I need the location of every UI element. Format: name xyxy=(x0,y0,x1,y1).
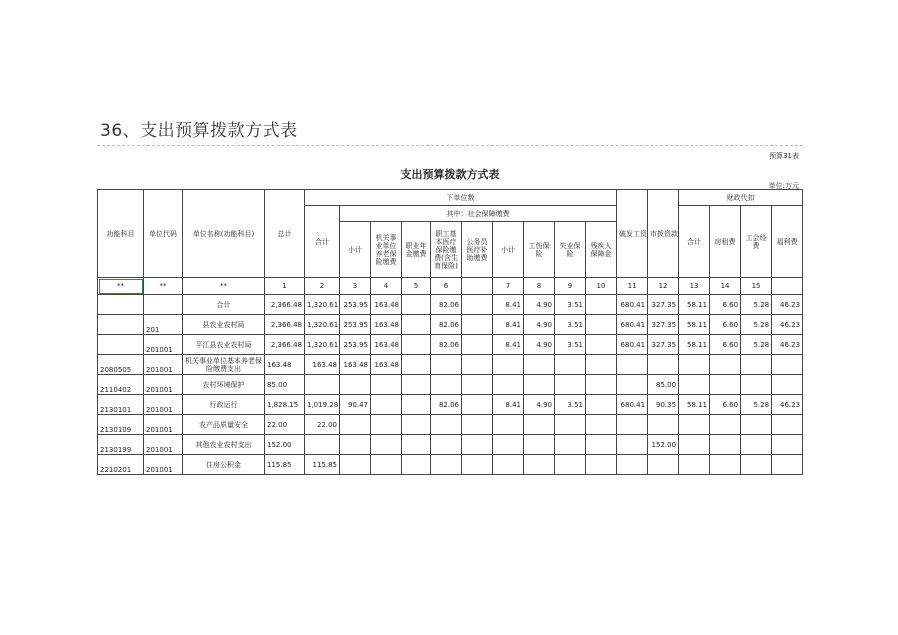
value-cell[interactable] xyxy=(524,415,555,435)
value-cell[interactable] xyxy=(772,455,803,475)
value-cell[interactable]: 3.51 xyxy=(555,335,586,355)
header-c12: 合计 xyxy=(679,206,710,278)
func-code-cell[interactable]: 2080505 xyxy=(98,355,144,375)
column-number-cell: 11 xyxy=(617,278,648,295)
value-cell[interactable]: 58.11 xyxy=(679,335,710,355)
value-cell[interactable]: 6.60 xyxy=(710,335,741,355)
value-cell[interactable] xyxy=(586,375,617,395)
value-cell[interactable]: 82.06 xyxy=(431,395,462,415)
value-cell[interactable] xyxy=(741,435,772,455)
header-c9: 残疾人保障金 xyxy=(586,222,617,278)
unit-name-cell[interactable]: 农村环境保护 xyxy=(183,375,265,395)
func-code-cell[interactable]: 2210201 xyxy=(98,455,144,475)
value-cell[interactable]: 82.06 xyxy=(431,315,462,335)
value-cell[interactable]: 8.41 xyxy=(493,295,524,315)
value-cell[interactable] xyxy=(402,455,431,475)
value-cell[interactable] xyxy=(555,415,586,435)
header-c3: 机关事业单位养老保险缴费 xyxy=(371,222,402,278)
value-cell[interactable]: 8.41 xyxy=(493,335,524,355)
value-cell[interactable]: 163.48 xyxy=(305,355,340,375)
value-cell[interactable]: 46.23 xyxy=(772,315,803,335)
page-heading: 36、支出预算拨款方式表 xyxy=(100,121,298,141)
value-cell[interactable]: 22.00 xyxy=(305,415,340,435)
value-cell[interactable]: 253.95 xyxy=(340,295,371,315)
unit-name-cell[interactable]: 农产品质量安全 xyxy=(183,415,265,435)
func-code-cell[interactable]: 2130109 xyxy=(98,415,144,435)
value-cell[interactable]: 5.28 xyxy=(741,315,772,335)
column-number-cell: ** xyxy=(144,278,183,295)
sheet-number: 预算31表 xyxy=(769,152,799,160)
header-c13: 房租费 xyxy=(710,206,741,278)
value-cell[interactable]: 1,320.61 xyxy=(305,315,340,335)
value-cell[interactable]: 90.47 xyxy=(340,395,371,415)
value-cell[interactable] xyxy=(617,455,648,475)
column-number-cell: 9 xyxy=(555,278,586,295)
value-cell[interactable]: 115.85 xyxy=(305,455,340,475)
header-of-which: 其中：社会保障缴费 xyxy=(340,206,617,222)
value-cell[interactable]: 253.95 xyxy=(340,335,371,355)
column-number-cell: ** xyxy=(183,278,265,295)
sheet-title: 支出预算拨款方式表 xyxy=(400,168,500,181)
value-cell[interactable] xyxy=(462,335,493,355)
value-cell[interactable]: 8.41 xyxy=(493,395,524,415)
header-c11: 市拨资款 xyxy=(648,190,679,278)
table-row xyxy=(98,375,803,395)
unit-name-cell[interactable]: 机关事业单位基本养老保险缴费支出 xyxy=(183,355,265,375)
value-cell[interactable] xyxy=(462,375,493,395)
value-cell[interactable] xyxy=(648,355,679,375)
header-c6: 小计 xyxy=(493,222,524,278)
header-c15: 福利费 xyxy=(772,206,803,278)
value-cell[interactable] xyxy=(586,315,617,335)
value-cell[interactable]: 163.48 xyxy=(371,335,402,355)
value-cell[interactable] xyxy=(493,455,524,475)
column-number-row xyxy=(98,278,803,295)
value-cell[interactable] xyxy=(371,455,402,475)
value-cell[interactable]: 2,366.48 xyxy=(265,295,305,315)
column-number-cell: 12 xyxy=(648,278,679,295)
value-cell[interactable] xyxy=(493,415,524,435)
header-c5b: 公务员医疗补助缴费 xyxy=(462,222,493,278)
unit-code-cell[interactable]: 201001 xyxy=(144,395,183,415)
header-func: 功能科目 xyxy=(98,190,144,278)
unit-code-cell[interactable]: 201001 xyxy=(144,355,183,375)
column-number-cell: 13 xyxy=(679,278,710,295)
value-cell[interactable]: 5.28 xyxy=(741,335,772,355)
value-cell[interactable] xyxy=(493,375,524,395)
value-cell[interactable] xyxy=(586,415,617,435)
value-cell[interactable] xyxy=(679,415,710,435)
value-cell[interactable] xyxy=(340,455,371,475)
unit-name-cell[interactable]: 县农业农村局 xyxy=(183,315,265,335)
unit-code-cell[interactable]: 201001 xyxy=(144,455,183,475)
header-fin: 财政代扣 xyxy=(679,190,803,206)
value-cell[interactable]: 680.41 xyxy=(617,315,648,335)
value-cell[interactable]: 1,019.28 xyxy=(305,395,340,415)
column-number-cell xyxy=(462,278,493,295)
column-number-cell: 15 xyxy=(741,278,772,295)
func-code-cell[interactable]: 2130101 xyxy=(98,395,144,415)
value-cell[interactable]: 163.48 xyxy=(371,315,402,335)
value-cell[interactable]: 1,828.15 xyxy=(265,395,305,415)
value-cell[interactable] xyxy=(710,455,741,475)
value-cell[interactable]: 163.48 xyxy=(371,355,402,375)
value-cell[interactable]: 6.60 xyxy=(710,395,741,415)
value-cell[interactable] xyxy=(555,435,586,455)
value-cell[interactable] xyxy=(402,435,431,455)
table-row xyxy=(98,455,803,475)
func-code-cell[interactable] xyxy=(98,295,144,315)
value-cell[interactable]: 8.41 xyxy=(493,315,524,335)
value-cell[interactable]: 82.06 xyxy=(431,335,462,355)
column-number-cell: 1 xyxy=(265,278,305,295)
value-cell[interactable] xyxy=(586,355,617,375)
value-cell[interactable]: 58.11 xyxy=(679,315,710,335)
value-cell[interactable] xyxy=(679,435,710,455)
value-cell[interactable]: 152.00 xyxy=(648,435,679,455)
value-cell[interactable]: 58.11 xyxy=(679,295,710,315)
value-cell[interactable] xyxy=(431,355,462,375)
value-cell[interactable] xyxy=(710,375,741,395)
value-cell[interactable] xyxy=(772,375,803,395)
value-cell[interactable]: 6.60 xyxy=(710,295,741,315)
column-number-cell: 8 xyxy=(524,278,555,295)
value-cell[interactable]: 1,320.61 xyxy=(305,335,340,355)
value-cell[interactable] xyxy=(586,295,617,315)
value-cell[interactable]: 5.28 xyxy=(741,295,772,315)
value-cell[interactable] xyxy=(617,415,648,435)
value-cell[interactable] xyxy=(648,455,679,475)
value-cell[interactable] xyxy=(371,435,402,455)
value-cell[interactable] xyxy=(371,395,402,415)
unit-name-cell[interactable]: 平江县农业农村局 xyxy=(183,335,265,355)
column-number-cell: 14 xyxy=(710,278,741,295)
value-cell[interactable]: 46.23 xyxy=(772,395,803,415)
value-cell[interactable]: 3.51 xyxy=(555,315,586,335)
value-cell[interactable] xyxy=(710,415,741,435)
header-total: 总计 xyxy=(265,190,305,278)
value-cell[interactable] xyxy=(402,315,431,335)
column-number-cell: 6 xyxy=(431,278,462,295)
value-cell[interactable]: 680.41 xyxy=(617,295,648,315)
column-number-cell: 2 xyxy=(305,278,340,295)
value-cell[interactable]: 2,366.48 xyxy=(265,335,305,355)
header-unit-name: 单位名称(功能科目) xyxy=(183,190,265,278)
table-row xyxy=(98,335,803,355)
unit-code-cell[interactable]: 201 xyxy=(144,315,183,335)
value-cell[interactable]: 680.41 xyxy=(617,395,648,415)
unit-code-cell[interactable] xyxy=(144,295,183,315)
value-cell[interactable]: 163.48 xyxy=(265,355,305,375)
value-cell[interactable]: 680.41 xyxy=(617,335,648,355)
column-number-cell: 3 xyxy=(340,278,371,295)
value-cell[interactable] xyxy=(462,415,493,435)
value-cell[interactable] xyxy=(431,375,462,395)
value-cell[interactable] xyxy=(371,375,402,395)
value-cell[interactable]: 22.00 xyxy=(265,415,305,435)
value-cell[interactable]: 327.35 xyxy=(648,315,679,335)
table-row xyxy=(98,355,803,375)
value-cell[interactable] xyxy=(772,415,803,435)
header-c5: 职工基本医疗保险缴费(含生育保险) xyxy=(431,222,462,278)
value-cell[interactable] xyxy=(679,455,710,475)
value-cell[interactable] xyxy=(741,455,772,475)
value-cell[interactable]: 58.11 xyxy=(679,395,710,415)
value-cell[interactable] xyxy=(710,355,741,375)
unit-code-cell[interactable]: 201001 xyxy=(144,375,183,395)
value-cell[interactable] xyxy=(462,395,493,415)
value-cell[interactable] xyxy=(586,395,617,415)
table-body xyxy=(98,295,803,475)
value-cell[interactable] xyxy=(371,415,402,435)
header-c7: 工伤保险 xyxy=(524,222,555,278)
unit-name-cell[interactable]: 其他农业农村支出 xyxy=(183,435,265,455)
value-cell[interactable] xyxy=(524,355,555,375)
value-cell[interactable]: 6.60 xyxy=(710,315,741,335)
value-cell[interactable]: 4.90 xyxy=(524,315,555,335)
value-cell[interactable] xyxy=(431,455,462,475)
value-cell[interactable] xyxy=(305,435,340,455)
column-number-cell: 5 xyxy=(402,278,431,295)
value-cell[interactable] xyxy=(462,455,493,475)
value-cell[interactable] xyxy=(462,315,493,335)
value-cell[interactable] xyxy=(741,375,772,395)
header-lower: 下单位数 xyxy=(305,190,617,206)
value-cell[interactable] xyxy=(524,375,555,395)
table-row xyxy=(98,435,803,455)
header-small: 小计 xyxy=(340,222,371,278)
value-cell[interactable] xyxy=(462,355,493,375)
value-cell[interactable] xyxy=(679,355,710,375)
value-cell[interactable]: 4.90 xyxy=(524,295,555,315)
table-row xyxy=(98,295,803,315)
value-cell[interactable] xyxy=(402,355,431,375)
value-cell[interactable]: 163.48 xyxy=(371,295,402,315)
value-cell[interactable] xyxy=(524,435,555,455)
value-cell[interactable]: 85.00 xyxy=(265,375,305,395)
value-cell[interactable]: 82.06 xyxy=(431,295,462,315)
unit-name-cell[interactable]: 住房公积金 xyxy=(183,455,265,475)
value-cell[interactable] xyxy=(555,355,586,375)
value-cell[interactable] xyxy=(431,435,462,455)
value-cell[interactable] xyxy=(679,375,710,395)
unit-code-cell[interactable]: 201001 xyxy=(144,335,183,355)
func-code-cell[interactable] xyxy=(98,335,144,355)
value-cell[interactable] xyxy=(772,355,803,375)
budget-table xyxy=(97,189,803,475)
unit-code-cell[interactable]: 201001 xyxy=(144,415,183,435)
value-cell[interactable]: 90.35 xyxy=(648,395,679,415)
value-cell[interactable] xyxy=(493,435,524,455)
value-cell[interactable]: 163.48 xyxy=(340,355,371,375)
header-subtotal: 合计 xyxy=(305,206,340,278)
value-cell[interactable] xyxy=(340,415,371,435)
value-cell[interactable] xyxy=(617,355,648,375)
value-cell[interactable]: 115.85 xyxy=(265,455,305,475)
value-cell[interactable]: 85.00 xyxy=(648,375,679,395)
unit-code-cell[interactable]: 201001 xyxy=(144,435,183,455)
header-c8: 失业保险 xyxy=(555,222,586,278)
value-cell[interactable]: 3.51 xyxy=(555,395,586,415)
value-cell[interactable]: 5.28 xyxy=(741,395,772,415)
value-cell[interactable] xyxy=(402,335,431,355)
value-cell[interactable]: 4.90 xyxy=(524,335,555,355)
value-cell[interactable]: 152.00 xyxy=(265,435,305,455)
column-number-cell: 4 xyxy=(371,278,402,295)
value-cell[interactable] xyxy=(586,335,617,355)
value-cell[interactable] xyxy=(555,455,586,475)
value-cell[interactable] xyxy=(305,375,340,395)
value-cell[interactable] xyxy=(462,295,493,315)
value-cell[interactable] xyxy=(402,415,431,435)
column-number-cell: 10 xyxy=(586,278,617,295)
unit-label: 单位:万元 xyxy=(768,182,799,190)
value-cell[interactable] xyxy=(586,435,617,455)
table-row xyxy=(98,395,803,415)
column-number-cell[interactable]: ** xyxy=(98,278,144,295)
value-cell[interactable]: 253.95 xyxy=(340,315,371,335)
unit-name-cell[interactable]: 合计 xyxy=(183,295,265,315)
budget-sheet xyxy=(97,146,803,492)
func-code-cell[interactable]: 2110402 xyxy=(98,375,144,395)
value-cell[interactable]: 1,320.61 xyxy=(305,295,340,315)
func-code-cell[interactable]: 2130199 xyxy=(98,435,144,455)
value-cell[interactable] xyxy=(586,455,617,475)
value-cell[interactable] xyxy=(493,355,524,375)
value-cell[interactable]: 46.23 xyxy=(772,335,803,355)
value-cell[interactable] xyxy=(340,375,371,395)
table-row xyxy=(98,415,803,435)
value-cell[interactable]: 2,366.48 xyxy=(265,315,305,335)
column-number-cell xyxy=(772,278,803,295)
value-cell[interactable]: 3.51 xyxy=(555,295,586,315)
value-cell[interactable] xyxy=(710,435,741,455)
value-cell[interactable] xyxy=(555,375,586,395)
func-code-cell[interactable] xyxy=(98,315,144,335)
table-row xyxy=(98,315,803,335)
value-cell[interactable] xyxy=(462,435,493,455)
header-unit-code: 单位代码 xyxy=(144,190,183,278)
header-c4: 职业年金缴费 xyxy=(402,222,431,278)
header-c14: 工会经费 xyxy=(741,206,772,278)
value-cell[interactable] xyxy=(741,415,772,435)
value-cell[interactable]: 327.35 xyxy=(648,335,679,355)
value-cell[interactable] xyxy=(617,375,648,395)
column-number-cell: 7 xyxy=(493,278,524,295)
value-cell[interactable] xyxy=(617,435,648,455)
value-cell[interactable] xyxy=(741,355,772,375)
value-cell[interactable] xyxy=(524,455,555,475)
value-cell[interactable] xyxy=(431,415,462,435)
value-cell[interactable] xyxy=(402,375,431,395)
value-cell[interactable] xyxy=(648,415,679,435)
value-cell[interactable]: 46.23 xyxy=(772,295,803,315)
unit-name-cell[interactable]: 行政运行 xyxy=(183,395,265,415)
value-cell[interactable] xyxy=(402,295,431,315)
value-cell[interactable]: 4.90 xyxy=(524,395,555,415)
header-c10: 破发工资 xyxy=(617,190,648,278)
value-cell[interactable] xyxy=(772,435,803,455)
value-cell[interactable] xyxy=(340,435,371,455)
value-cell[interactable] xyxy=(402,395,431,415)
value-cell[interactable]: 327.35 xyxy=(648,295,679,315)
